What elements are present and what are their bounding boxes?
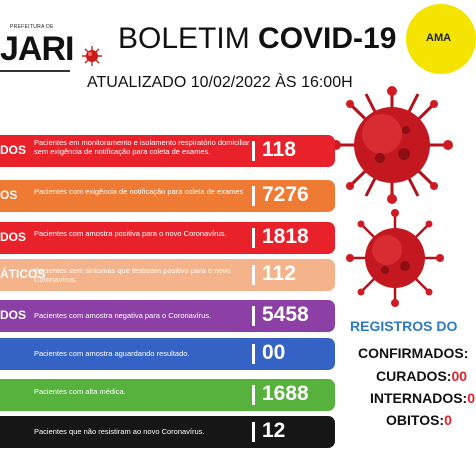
curados-label: CURADOS: (376, 368, 452, 384)
obitos-value: 0 (444, 412, 452, 428)
row-category: ÁTICOS (0, 267, 46, 281)
updated-prefix: ATUALIZADO (87, 74, 187, 91)
row-value: 1688 (262, 382, 309, 405)
row-divider (252, 385, 255, 405)
row-description: Pacientes com amostra aguardando resultado. (34, 349, 190, 358)
registros-curados (376, 368, 467, 384)
curados-value: 00 (451, 368, 468, 384)
row-descartados (0, 300, 335, 332)
row-description: Pacientes com amostra positiva para o novo Coronavírus. (34, 229, 227, 238)
row-value: 7276 (262, 183, 309, 206)
row-divider (252, 265, 255, 285)
badge-label: AMA (426, 32, 452, 44)
small-virus-icon (80, 44, 104, 68)
row-category: DOS (0, 143, 27, 157)
obitos-label: OBITOS: (386, 412, 445, 428)
row-category: DOS (0, 230, 27, 244)
row-value: 5458 (262, 303, 309, 326)
internados-label: INTERNADOS: (370, 390, 468, 406)
logo-small-text: PREFEITURA DE (10, 24, 54, 30)
large-virus-icon (330, 86, 454, 204)
row-notificados (0, 180, 335, 212)
updated-timestamp (87, 74, 353, 92)
row-divider (252, 422, 255, 442)
row-divider (252, 306, 255, 326)
row-divider (252, 186, 255, 206)
internados-value: 0 (467, 390, 476, 406)
row-category: DOS (0, 308, 27, 322)
row-category: OS (0, 188, 18, 202)
updated-value: 10/02/2022 ÀS (190, 74, 297, 91)
registros-title: REGISTROS DO (350, 318, 458, 334)
row-divider (252, 344, 255, 364)
row-description: Pacientes sem sintomas que testaram positivo para o novo Coronavírus. (34, 266, 231, 284)
row-curados (0, 379, 335, 411)
updated-time: 16:00H (301, 74, 353, 91)
title-prefix: BOLETIM (118, 22, 250, 55)
risk-level-badge (406, 4, 476, 74)
title-main: COVID-19 (258, 22, 397, 55)
row-aguardando (0, 338, 335, 370)
row-assintomaticos (0, 259, 335, 291)
medium-virus-icon (345, 208, 445, 308)
registros-obitos (386, 412, 452, 428)
row-description: Pacientes com exigência de notificação para coleta de exames (34, 187, 244, 196)
row-value: 112 (262, 262, 296, 285)
page-title (118, 22, 396, 56)
row-description: Pacientes com amostra negativa para o Coronavírus. (34, 311, 212, 320)
city-logo (0, 22, 74, 74)
row-value: 00 (262, 341, 286, 364)
logo-underline (0, 70, 70, 72)
row-description: Pacientes em monitoramento e isolamento respiratório domiciliar sem exigência de notificação para coleta de exames. (34, 138, 250, 156)
row-divider (252, 141, 255, 161)
row-divider (252, 228, 255, 248)
row-value: 1818 (262, 225, 309, 248)
row-confirmados (0, 222, 335, 254)
row-obitos (0, 416, 335, 448)
logo-big-text: JARI (0, 30, 74, 68)
row-value: 12 (262, 419, 286, 442)
row-description: Pacientes que não resistiram ao novo Coronavírus. (34, 427, 205, 436)
row-value: 118 (262, 138, 296, 161)
row-monitorados (0, 135, 335, 167)
confirmados-label: CONFIRMADOS: (358, 345, 469, 361)
registros-confirmados (358, 345, 468, 361)
row-description: Pacientes com alta médica. (34, 387, 126, 396)
registros-internados (370, 390, 475, 406)
